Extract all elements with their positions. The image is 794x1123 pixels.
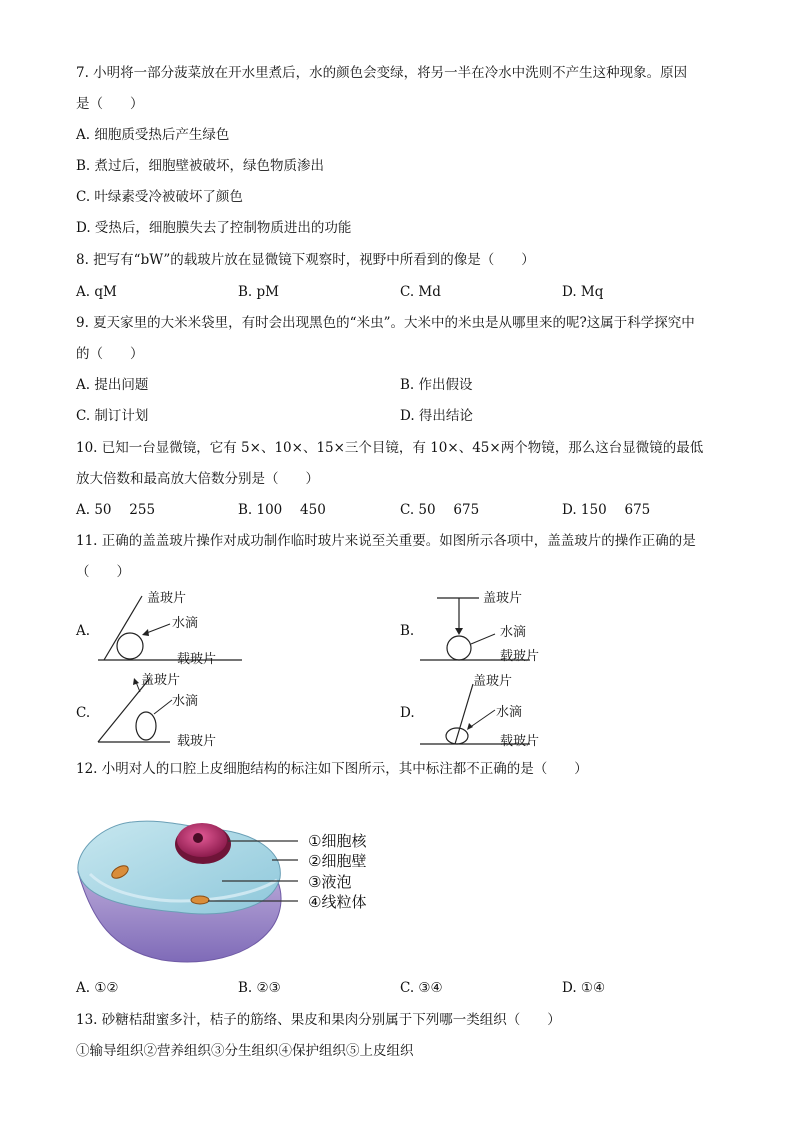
q11-a-slide-label: 载玻片	[177, 652, 217, 667]
q9-option-b: B. 作出假设	[400, 377, 473, 393]
q10-option-c: C. 50 675	[400, 502, 480, 518]
q7-option-c: C. 叶绿素受冷被破坏了颜色	[76, 189, 243, 205]
q12-stem: 12. 小明对人的口腔上皮细胞结构的标注如下图所示，其中标注都不正确的是（ ）	[76, 761, 588, 777]
q11-d-cover-slip-label: 盖玻片	[473, 674, 513, 689]
q9-option-c: C. 制订计划	[76, 408, 149, 424]
q8-option-b: B. pM	[238, 284, 279, 300]
q12-option-c: C. ③④	[400, 980, 443, 996]
q13-stem: 13. 砂糖桔甜蜜多汁，桔子的筋络、果皮和果肉分别属于下列哪一类组织（ ）	[76, 1012, 561, 1028]
q7-stem-line1: 7. 小明将一部分菠菜放在开水里煮后，水的颜色会变绿，将另一半在冷水中洗则不产生这种现象。原因	[76, 65, 688, 81]
q11-a-cover-slip-label: 盖玻片	[147, 591, 187, 606]
cell-label-3: ③液泡	[308, 873, 352, 891]
q12-option-d: D. ①④	[562, 980, 606, 996]
q7-stem-line2: 是（ ）	[76, 96, 144, 112]
q7-option-a: A. 细胞质受热后产生绿色	[76, 127, 230, 143]
q13-items: ①输导组织②营养组织③分生组织④保护组织⑤上皮组织	[76, 1043, 414, 1059]
cell-label-1: ①细胞核	[308, 832, 367, 850]
q10-stem-line2: 放大倍数和最高放大倍数分别是（ ）	[76, 471, 319, 487]
q11-b-slide-label: 载玻片	[500, 649, 540, 664]
q11-option-a-label: A.	[76, 623, 91, 639]
q11-c-cover-slip-label: 盖玻片	[141, 673, 181, 688]
q11-b-water-drop-label: 水滴	[500, 625, 527, 640]
q11-c-water-drop-label: 水滴	[172, 694, 199, 709]
q10-option-a: A. 50 255	[76, 502, 156, 518]
q7-option-d: D. 受热后，细胞膜失去了控制物质进出的功能	[76, 220, 352, 236]
q11-option-b-label: B.	[400, 623, 415, 639]
q12-option-b: B. ②③	[238, 980, 281, 996]
cell-illustration	[72, 800, 292, 970]
q7-option-b: B. 煮过后，细胞壁被破坏，绿色物质渗出	[76, 158, 325, 174]
q8-stem: 8. 把写有“bW”的载玻片放在显微镜下观察时，视野中所看到的像是（ ）	[76, 252, 535, 268]
q11-d-slide-label: 载玻片	[500, 734, 540, 749]
q11-option-c-label: C.	[76, 705, 91, 721]
q10-stem-line1: 10. 已知一台显微镜，它有 5×、10×、15×三个目镜，有 10×、45×两个物镜，那么这台显微镜的最低	[76, 440, 704, 456]
q11-option-d-label: D.	[400, 705, 415, 721]
q9-stem-line1: 9. 夏天家里的大米米袋里，有时会出现黑色的“米虫”。大米中的米虫是从哪里来的呢?这属于科学探究中	[76, 315, 695, 331]
q12-option-a: A. ①②	[76, 980, 119, 996]
q11-d-water-drop-label: 水滴	[496, 705, 523, 720]
q11-c-slide-label: 载玻片	[177, 734, 217, 749]
q9-option-d: D. 得出结论	[400, 408, 473, 424]
q9-stem-line2: 的（ ）	[76, 346, 144, 362]
q11-stem-line1: 11. 正确的盖盖玻片操作对成功制作临时玻片来说至关重要。如图所示各项中，盖盖玻片的操作正确的是	[76, 533, 696, 549]
cell-label-2: ②细胞壁	[308, 852, 367, 870]
cell-label-4: ④线粒体	[308, 893, 367, 911]
q11-a-water-drop-label: 水滴	[172, 616, 199, 631]
q11-stem-line2: （ ）	[76, 564, 130, 580]
q10-option-d: D. 150 675	[562, 502, 651, 518]
q8-option-d: D. Mq	[562, 284, 604, 300]
q9-option-a: A. 提出问题	[76, 377, 149, 393]
q8-option-c: C. Md	[400, 284, 441, 300]
q8-option-a: A. qM	[76, 284, 117, 300]
q11-b-cover-slip-label: 盖玻片	[483, 591, 523, 606]
q10-option-b: B. 100 450	[238, 502, 326, 518]
